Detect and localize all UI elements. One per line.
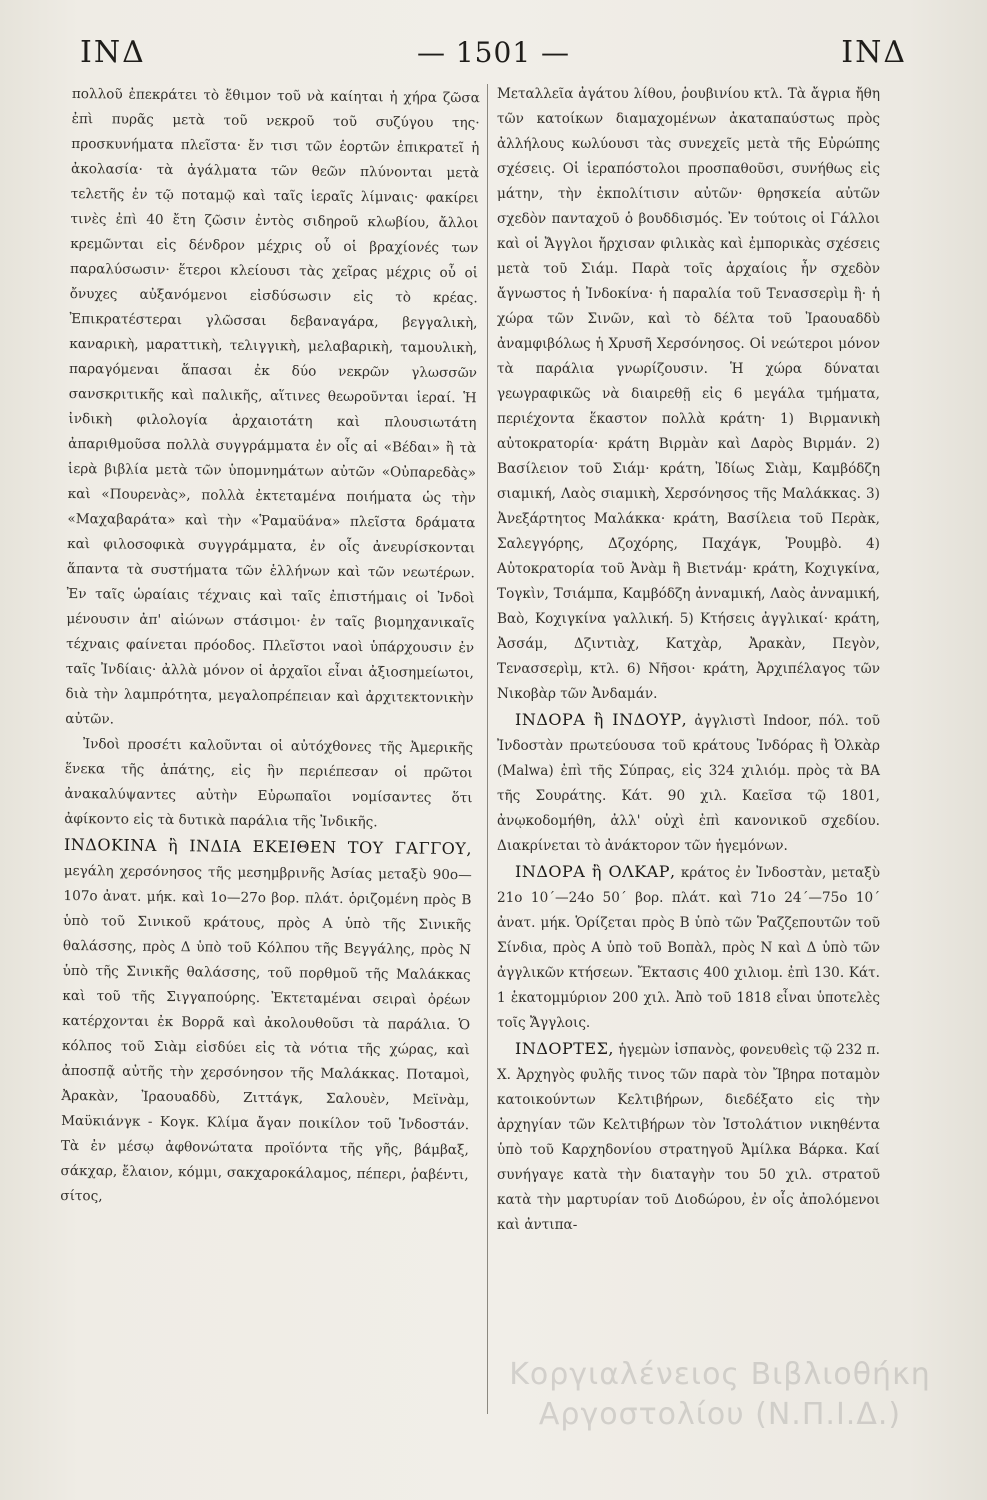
- entry-body: κράτος ἐν Ἰνδοστὰν, μεταξὺ 21ο 10΄—24ο 50΄ βορ. πλάτ. καὶ 71ο 24΄—75ο 10΄ ἀνατ. μήκ. Ὁρίζεται πρὸς Β ὑπὸ τῶν Ῥαζζεπουτῶν τοῦ Σίνδια, πρὸς Α ὑπὸ τοῦ Βοπὰλ, πρὸς Ν καὶ Δ ὑπὸ τῶν ἀγγλικῶν κτήσεων. Ἔκτασις 400 χιλιομ. ἐπὶ 130. Κάτ. 1 ἑκατομμύριον 200 χιλ. Ἀπὸ τοῦ 1818 εἶναι ὑποτελὲς τοῖς Ἄγγλοις.: [497, 865, 880, 1031]
- paragraph-indochina-continued: Μεταλλεῖα ἀγάτου λίθου, ῥουβινίου κτλ. Τὰ ἄγρια ἤθη τῶν κατοίκων διαμαχομένων ἀκαταπαύστως πρὸς ἀλλήλους κωλύουσι τὰς συνεχεῖς μετὰ τῆς Εὐρώπης σχέσεις. Οἱ ἱεραπόστολοι προσπαθοῦσι, συνήθως εἰς μάτην, τὴν ἐκπολίτισιν αὐτῶν· θρησκεία αὐτῶν σχεδὸν πανταχοῦ ὁ βουδδισμός. Ἐν τούτοις οἱ Γάλλοι καὶ οἱ Ἄγγλοι ἤρχισαν φιλικὰς καὶ ἐμπορικὰς σχέσεις μετὰ τοῦ Σιάμ. Παρὰ τοῖς ἀρχαίοις ἦν σχεδὸν ἄγνωστος ἡ Ἰνδοκίνα· ἡ παραλία τοῦ Τενασσερὶμ ἢ· ἡ χώρα τῶν Σινῶν, καὶ τὸ δέλτα τοῦ Ἰραουαδδὺ ἀναμφιβόλως ἡ Χρυσῆ Χερσόνησος. Οἱ νεώτεροι μόνον τὰ παράλια γνωρίζουσιν. Ἡ χώρα δύναται γεωγραφικῶς νὰ διαιρεθῇ εἰς 6 μεγάλα τμήματα, περιέχοντα ἕκαστον πολλὰ κράτη· 1) Βιρμανικὴ αὐτοκρατορία· κράτη Βιρμὰν καὶ Δαρὸς Βιρμάν. 2) Βασίλειον τοῦ Σιάμ· κράτη, Ἰδίως Σιὰμ, Καμβόδζη σιαμική, Λαὸς σιαμικὴ, Χερσόνησος τῆς Μαλάκκας. 3) Ἀνεξάρτητος Μαλάκκα· κράτη, Βασίλεια τοῦ Περὰκ, Σαλεγγόρης, Δζοχόρης, Παχάγκ, Ῥουμβὸ. 4) Αὐτοκρατορία τοῦ Ἀνὰμ ἢ Βιετνάμ· κράτη, Κοχιγκίνα, Τογκὶν, Τσιάμπα, Καμβόδζη ἀνναμική, Λαὸς ἀνναμική, Βαὸ, Κοχιγκίνα γαλλική. 5) Κτήσεις ἀγγλικαί· κράτη, Ἀσσάμ, Δζιντιὰχ, Κατχὰρ, Ἀρακὰν, Πεγὸν, Τενασσερὶμ, κτλ. 6) Νῆσοι· κράτη, Ἀρχιπέλαγος τῶν Νικοβὰρ τῶν Ἀνδαμάν.: [497, 86, 880, 702]
- entry-indora-indour: [497, 707, 880, 859]
- entry-heading: ΙΝΔΟΡΑ ἢ ΙΝΔΟΥΡ,: [515, 710, 688, 729]
- entry-indochina: [60, 832, 472, 1213]
- entry-body: ἀγγλιστὶ Indoor, πόλ. τοῦ Ἰνδοστὰν πρωτεύουσα τοῦ κράτους Ἰνδόρας ἢ Ὀλκὰρ (Malwa) ἐπὶ τῆς Σύπρας, εἰς 324 χιλιόμ. πρὸς τὰ ΒΑ τῆς Σουράτης. Κάτ. 90 χιλ. Καεῖσα τῷ 1801, ἀνῳκοδομήθη, ἀλλ' οὐχὶ ἐπὶ κανονικοῦ σχεδίου. Διακρίνεται τὸ ἀνάκτορον τῶν ἡγεμόνων.: [497, 713, 880, 854]
- column-divider: [487, 84, 488, 1414]
- entry-heading: ΙΝΔΟΡΑ ἢ ΟΛΚΑΡ,: [515, 862, 676, 881]
- library-watermark: Κοργιαλένειος Βιβλιοθήκη Αργοστολίου (Ν.Π.Ι.Δ.): [509, 1357, 931, 1432]
- entry-heading: ΙΝΔΟΚΙΝΑ ἢ ΙΝΔΙΑ ΕΚΕΙΘΕΝ ΤΟΥ ΓΑΓΓΟΥ,: [63, 834, 473, 859]
- running-header: [80, 30, 907, 74]
- entry-indortes: [497, 1036, 880, 1238]
- entry-indora-olkar: [497, 859, 880, 1036]
- paragraph-india-customs: πολλοῦ ἐπεκράτει τὸ ἔθιμον τοῦ νὰ καίηται ἡ χήρα ζῶσα ἐπὶ πυρᾶς μετὰ τοῦ νεκροῦ τοῦ συζύγου της· προσκυνήματα πλεῖστα· ἔν τισι τῶν ἑορτῶν ἐπικρατεῖ ἡ ἀκολασία· τὰ ἀγάλματα τῶν θεῶν πλύνονται μετὰ τελετῆς ἐν τῷ ποταμῷ καὶ ταῖς ἱεραῖς λίμναις· φακίρει τινὲς ἐπὶ 40 ἔτη ζῶσιν ἐντὸς σιδηροῦ κλωβίου, ἄλλοι κρεμῶνται εἰς δένδρον μέχρις οὗ οἱ βραχίονές των παραλύσωσιν· ἕτεροι κλείουσι τὰς χεῖρας μέχρις οὗ οἱ ὄνυχες αὐξανόμενοι εἰσδύσωσιν εἰς τὸ κρέας. Ἐπικρατέστεραι γλῶσσαι δεβαναγάρα, βεγγαλικὴ, καναρικὴ, μαραττικὴ, τελιγγικὴ, μελαβαρικὴ, ταμουλικὴ, παραγόμεναι ἅπασαι ἐκ δύο νεκρῶν γλωσσῶν σανσκριτικῆς καὶ παλικῆς, αἵτινες θεωροῦνται ἱεραί. Ἡ ἰνδικὴ φιλολογία ἀρχαιοτάτη καὶ πλουσιωτάτη ἀπαριθμοῦσα πολλὰ συγγράμματα ἐν οἷς αἱ «Βέδαι» ἢ τὰ ἱερὰ βιβλία μετὰ τῶν ὑπομνημάτων αὐτῶν «Οὐπαρεδὰς» καὶ «Πουρενὰς», πολλὰ ἐκτεταμένα ποιήματα ὡς τὴν «Μαχαβαράτα» καὶ τὴν «Ῥαμαϋάνα» πλεῖστα δράματα καὶ φιλοσοφικὰ συγγράμματα, ἐν οἷς ἀνευρίσκονται ἅπαντα τὰ συστήματα τῶν ἑλλήνων καὶ τῶν νεωτέρων. Ἐν ταῖς ὡραίαις τέχναις καὶ ταῖς ἐπιστήμαις οἱ Ἰνδοὶ μένουσιν ἀπ' αἰώνων στάσιμοι· ἐν ταῖς βιομηχανικαῖς τέχναις φαίνεται πρόοδος. Πλεῖστοι ναοὶ ὑπάρχουσιν ἐν ταῖς Ἰνδίαις· ἀλλὰ μόνον οἱ ἀρχαῖοι εἶναι ἀξιοσημείωτοι, διὰ τὴν λαμπρότητα, μεγαλοπρέπειαν καὶ ἀρχιτεκτονικὴν αὐτῶν.: [65, 85, 480, 728]
- page-number: — 1501 —: [416, 35, 571, 69]
- entry-heading: ΙΝΔΟΡΤΕΣ,: [515, 1039, 615, 1058]
- header-right: ΙΝΔ: [841, 34, 907, 70]
- right-column: [497, 82, 880, 1238]
- entry-body: μεγάλη χερσόνησος τῆς μεσημβρινῆς Ἀσίας μεταξὺ 90ο—107ο ἀνατ. μήκ. καὶ 1ο—27ο βορ. πλάτ. ὁριζομένη πρὸς Β ὑπὸ τοῦ Σινικοῦ κράτους, πρὸς Α ὑπὸ τῆς Σινικῆς θαλάσσης, πρὸς Δ ὑπὸ τοῦ Κόλπου τῆς Βεγγάλης, πρὸς Ν ὑπὸ τῆς Σινικῆς θαλάσσης, τοῦ πορθμοῦ τῆς Μαλάκκας καὶ τοῦ τῆς Σιγγαπούρης. Ἐκτεταμέναι σειραὶ ὀρέων κατέρχονται ἐκ Βορρᾶ καὶ ἀκολουθοῦσι τὰ παράλια. Ὁ κόλπος τοῦ Σιὰμ εἰσδύει εἰς τὰ νότια τῆς χώρας, καὶ ἀποσπᾷ αὐτῆς τὴν χερσόνησον τῆς Μαλάκκας. Ποταμοὶ, Ἀρακὰν, Ἰραουαδδὺ, Ζιττάγκ, Σαλουὲν, Μεϊνὰμ, Μαϋκιάνγκ - Κογκ. Κλίμα ἄγαν ποικίλον τοῦ Ἰνδοστάν. Τὰ ἐν μέσῳ ἀφθονώτατα προϊόντα τῆς γῆς, βάμβαξ, σάκχαρ, ἔλαιον, κόμμι, σακχαροκάλαμος, πέπερι, ῥαβέντι, σίτος,: [60, 862, 472, 1205]
- left-column: [60, 82, 480, 1213]
- entry-body: ἡγεμὼν ἰσπανὸς, φονευθεὶς τῷ 232 π. Χ. Ἀρχηγὸς φυλῆς τινος τῶν παρὰ τὸν Ἴβηρα ποταμὸν κατοικούντων Κελτιβήρων, διεδέξατο εἰς τὴν ἀρχηγίαν τῶν Κελτιβήρων τὸν Ἰστολάτιον νικηθέντα ὑπὸ τοῦ Καρχηδονίου στρατηγοῦ Ἀμίλκα Βάρκα. Καί συνήγαγε κατὰ τὴν διαταγὴν του 50 χιλ. στρατοῦ κατὰ τὴν μαρτυρίαν τοῦ Διοδώρου, ἐν οἷς ἀπολόμενοι καὶ ἀντιπα-: [497, 1042, 880, 1233]
- paragraph-american-indians: Ἰνδοὶ προσέτι καλοῦνται οἱ αὐτόχθονες τῆς Ἀμερικῆς ἕνεκα τῆς ἀπάτης, εἰς ἣν περιέπεσαν οἱ πρῶτοι ἀνακαλύψαντες αὐτὴν Εὐρωπαῖοι νομίσαντες ὅτι ἀφίκοντο εἰς τὰ δυτικὰ παράλια τῆς Ἰνδικῆς.: [64, 736, 474, 831]
- header-left: ΙΝΔ: [80, 34, 146, 70]
